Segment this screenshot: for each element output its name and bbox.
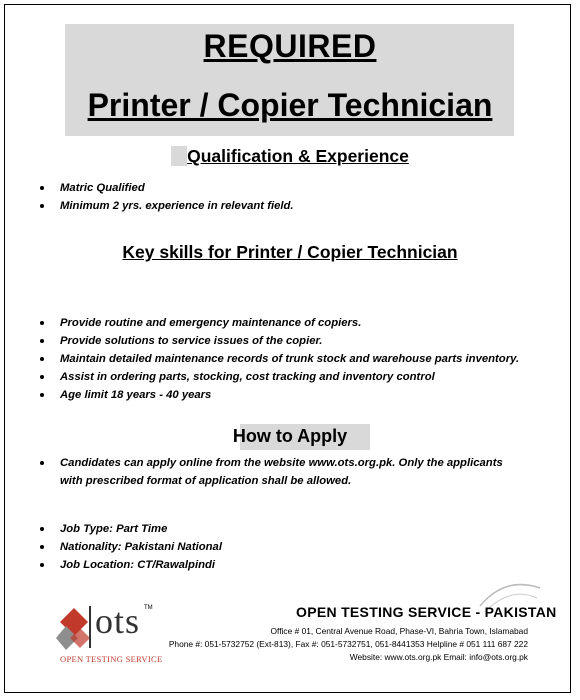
- list-item: Job Type: Part Time: [38, 520, 222, 538]
- list-item: Age limit 18 years - 40 years: [38, 386, 519, 404]
- organization-name: OPEN TESTING SERVICE - PAKISTAN: [296, 604, 557, 620]
- logo-subtitle: OPEN TESTING SERVICE: [60, 654, 163, 664]
- list-item: Candidates can apply online from the website www.ots.org.pk. Only the applicants with prescribed format of application shall be allowed.: [38, 454, 528, 490]
- job-title: Printer / Copier Technician: [87, 87, 493, 123]
- list-item: Matric Qualified: [38, 179, 294, 197]
- qualification-heading: Qualification & Experience: [0, 146, 580, 167]
- qualification-list: [38, 179, 294, 215]
- job-details-list: [38, 520, 222, 574]
- web-line: Website: www.ots.org.pk Email: info@ots.org.pk: [349, 652, 528, 662]
- list-item: Assist in ordering parts, stocking, cost tracking and inventory control: [38, 368, 519, 386]
- how-to-apply-heading: How to Apply: [232, 426, 348, 446]
- list-item: Maintain detailed maintenance records of trunk stock and warehouse parts inventory.: [38, 350, 519, 368]
- address-line: Office # 01, Central Avenue Road, Phase-VI, Bahria Town, Islamabad: [270, 626, 528, 636]
- ots-logo-text: ots: [95, 601, 141, 641]
- required-heading: REQUIRED: [203, 28, 377, 64]
- contact-block: [169, 625, 528, 664]
- skills-list: [38, 314, 519, 404]
- key-skills-heading: Key skills for Printer / Copier Technician: [122, 242, 458, 262]
- list-item: Job Location: CT/Rawalpindi: [38, 556, 222, 574]
- apply-list: [38, 454, 528, 490]
- phone-line: Phone #: 051-5732752 (Ext-813), Fax #: 051-5732751, 051-8441353 Helpline # 051 111 687 222: [168, 639, 528, 649]
- list-item: Nationality: Pakistani National: [38, 538, 222, 556]
- list-item: Provide routine and emergency maintenance of copiers.: [38, 314, 519, 332]
- list-item: Provide solutions to service issues of the copier.: [38, 332, 519, 350]
- trademark-mark: TM: [144, 605, 153, 611]
- list-item: Minimum 2 yrs. experience in relevant field.: [38, 197, 294, 215]
